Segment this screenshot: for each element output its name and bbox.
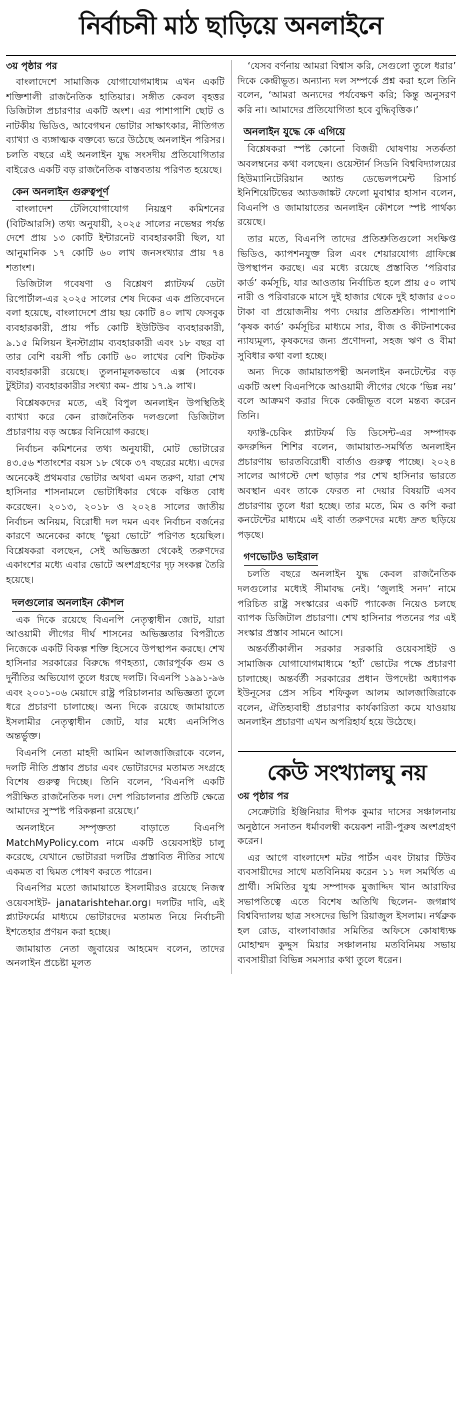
second-article-headline: কেউ সংখ্যালঘু নয় (238, 751, 457, 788)
subheading: অনলাইন যুদ্ধে কে এগিয়ে (244, 126, 346, 141)
paragraph: বাংলাদেশে সামাজিক যোগাযোগমাধ্যম এখন একটি শক্তিশালী রাজনৈতিক হাতিয়ার। সঙ্গীত কেবল বৃহত্তর ডিজিটাল প্রচারণার একটি অংশ। এর পাশাপাশি ছোট ও নাটকীয় ভিডিও, আবেগঘন ভোটার সাক্ষাৎকার, নীতিগত ব্যাখ্যা ও ব্যঙ্গাত্মক বক্তব্যে ভরে উঠেছে অনলাইন পরিসর। চলতি বছরে এই অনলাইন যুদ্ধ সংসদীয় প্রতিযোগিতার বাইরেও একটি বড় রাজনৈতিক বাস্তবতায় পরিণত হয়েছে। (6, 77, 225, 176)
paragraph: সেক্রেটারি ইঞ্জিনিয়ার দীপক কুমার দাসের সঞ্চালনায় অনুষ্ঠানে সনাতন ধর্মাবলম্বী কয়েকশ নারী-পুরুষ অংশগ্রহণ করেন। (237, 806, 456, 848)
paragraph: নির্বাচন কমিশনের তথ্য অনুযায়ী, মোট ভোটারের ৪৩.৫৬ শতাংশের বয়স ১৮ থেকে ৩৭ বছরের মধ্যে। এদের অনেকেই প্রথমবার ভোটার অথবা এমন তরুণ, যারা শেখ হাসিনার শাসনামলে ভোটাধিকার থেকে বঞ্চিত বোধ করেছেন। ২০১৩, ২০১৮ ও ২০২৪ সালের জাতীয় নির্বাচন অনিয়ম, বিরোধী দল দমন এবং নির্বাচন বর্জনের কারণে অনেকের কাছে ‘ভুয়া ভোটে’ পরিণত হয়েছিল। বিশ্লেষকরা বলছেন, সেই অভিজ্ঞতা থেকেই তরুণদের একাংশের মধ্যে এবার ভোটে অংশগ্রহণের দৃঢ় সংকল্প তৈরি হয়েছে। (6, 443, 225, 586)
paragraph: বিএনপি নেতা মাহদী আমিন আলজাজিরাকে বলেন, দলটি নীতি প্রস্তাব প্রচার এবং ভোটারদের মতামত সংগ্রহে বিশেষ গুরুত্ব দিচ্ছে। তিনি বলেন, ‘বিএনপি একটি পরীক্ষিত রাজনৈতিক দল। দেশ পরিচালনার প্রতিটি ক্ষেত্রে আমাদের সুস্পষ্ট পরিকল্পনা রয়েছে।’ (6, 747, 225, 818)
paragraph: বাংলাদেশ টেলিযোগাযোগ নিয়ন্ত্রণ কমিশনের (বিটিআরসি) তথ্য অনুযায়ী, ২০২৫ সালের নভেম্বর পর্যন্ত দেশে প্রায় ১৩ কোটি ইন্টারনেট ব্যবহারকারী ছিল, যা আনুমানিক ১৭ কোটি ৬০ লাখ জনসংখ্যার প্রায় ৭৪ শতাংশ। (6, 204, 225, 274)
paragraph: বিশ্লেষকদের মতে, এই বিপুল অনলাইন উপস্থিতিই ব্যাখ্যা করে কেন রাজনৈতিক দলগুলো ডিজিটাল প্রচারণায় বড় অঙ্কের বিনিয়োগ করছে। (6, 397, 225, 439)
paragraph: বিশ্লেষকরা স্পষ্ট কোনো বিজয়ী ঘোষণায় সতর্কতা অবলম্বনের কথা বলছেন। ওয়েস্টার্ন সিডনি বিশ্ববিদ্যালয়ের হিউম্যানিটেরিয়ান অ্যান্ড ডেভেলপমেন্ট রিসার্চ ইনিশিয়েটিভের অ্যাডজাঙ্কট ফেলো মুবাশ্বার হাসান বলেন, বিএনপি ও জামায়াতের অনলাইন কৌশলে স্পষ্ট পার্থক্য রয়েছে। (237, 144, 456, 229)
subheading: গণভোটও ভাইরাল (244, 551, 319, 566)
paragraph: ফ্যাক্ট-চেকিং প্ল্যাটফর্ম ডি ডিসেন্ট-এর সম্পাদক কদরুদ্দিন শিশির বলেন, জামায়াত-সমর্থিত অনলাইন প্রচারণায় ভারতবিরোধী বার্তাও গুরুত্ব পাচ্ছে। ২০২৪ সালের আগস্টে দেশ ছাড়ার পর শেখ হাসিনার ভারতে অবস্থান এবং তাকে ফেরত না দেয়ার বিষয়টি এসব প্রচারণায় তুলে ধরা হচ্ছে। তার মতে, মিম ও কপি করা কনটেন্টের মাধ্যমে এই বার্তা তরুণদের মধ্যে দ্রুত ছড়িয়ে পড়ছে। (237, 427, 456, 541)
paragraph: অনলাইনে সম্পৃক্ততা বাড়াতে বিএনপি MatchMyPolicy.com নামে একটি ওয়েবসাইট চালু করেছে, যেখানে ভোটাররা দলটির প্রস্তাবিত নীতির সাথে একমত বা দ্বিমত পোষণ করতে পারেন। (6, 822, 225, 878)
continuation-label: ৩য় পৃষ্ঠার পর (237, 790, 289, 802)
paragraph: অন্য দিকে জামায়াতপন্থী অনলাইন কনটেন্টের বড় একটি অংশ বিএনপিকে আওয়ামী লীগের থেকে ‘ভিন্ন নয়’ বলে আক্রমণ করার দিকে কেন্দ্রীভূত বলে মন্তব্য করেন তিনি। (237, 367, 456, 423)
subheading: দলগুলোর অনলাইন কৌশল (12, 597, 124, 612)
paragraph: অন্তর্বর্তীকালীন সরকার সরকারি ওয়েবসাইট ও সামাজিক যোগাযোগমাধ্যমে ‘হ্যাঁ’ ভোটের পক্ষে প্রচারণা চালাচ্ছে। অন্তর্বর্তী সরকারের প্রধান উপদেষ্টা অধ্যাপক ইউনূসের প্রেস সচিব শফিকুল আলম আলজাজিরাকে বলেন, ঐতিহ্যবাহী প্রচারণার কার্যকারিতা কমে যাওয়ায় অনলাইন প্রচারণা এখন অপরিহার্য হয়ে উঠেছে। (237, 644, 456, 729)
paragraph: বিএনপির মতো জামায়াতে ইসলামীরও রয়েছে নিজস্ব ওয়েবসাইট- janatarishtehar.org। দলটির দাবি, এই প্ল্যাটফর্মের মাধ্যমে ভোটারদের মতামত নিয়ে নির্বাচনী ইশতেহার প্রণয়ন করা হচ্ছে। (6, 883, 225, 939)
paragraph: ‘যেসব বর্ণনায় আমরা বিশ্বাস করি, সেগুলো তুলে ধরার’ দিকে কেন্দ্রীভূত। অন্যান্য দল সম্পর্কে প্রশ্ন করা হলে তিনি বলেন, ‘আমরা অন্যদের পর্যবেক্ষণ করি; কিন্তু অনুসরণ করি না। আমাদের প্রতিযোগিতা হবে বুদ্ধিবৃত্তিক।’ (237, 61, 456, 116)
left-column (6, 60, 225, 974)
right-column (231, 60, 457, 974)
paragraph: এক দিকে রয়েছে বিএনপি নেতৃত্বাধীন জোট, যারা আওয়ামী লীগের দীর্ঘ শাসনের অভিজ্ঞতার বিপরীতে নিজেকে একটি বিকল্প শক্তি হিসেবে উপস্থাপন করছে। শেখ হাসিনার সরকারের বিরুদ্ধে গণহত্যা, জোরপূর্বক গুম ও দুর্নীতির অভিযোগ তুলে ধরছে দলটি। বিএনপি ১৯৯১-৯৬ এবং ২০০১-০৬ মেয়াদে রাষ্ট্র পরিচালনার অভিজ্ঞতা তুলে ধরে প্রচারণা চালাচ্ছে। অন্য দিকে রয়েছে জামায়াতে ইসলামীর নেতৃত্বাধীন জোট, যার মধ্যে এনসিপিও অন্তর্ভুক্ত। (6, 614, 225, 743)
subheading: কেন অনলাইন গুরুত্বপূর্ণ (12, 186, 109, 201)
paragraph: এর আগে বাংলাদেশ মটর পার্টস এবং টায়ার টিউব ব্যবসায়ীদের সাথে মতবিনিময় করেন ১১ দল সমর্থিত এ প্রার্থী। সমিতির যুগ্ম সম্পাদক মুজাদ্দিদ খান আরাফির সভাপতিত্বে এতে বিশেষ অতিথি ছিলেন- জগন্নাথ বিশ্ববিদ্যালয় ছাত্র সংসদের ভিপি রিয়াজুল ইসলাম। নর্থব্রুক হল রোড, বাংলাবাজার সমিতির অফিসে কোষাধ্যক্ষ মোহাম্মদ কুদ্দুস মিয়ার সঞ্চালনায় মতবিনিময় সভায় ব্যবসায়ীরা বিভিন্ন সমস্যার কথা তুলে ধরেন। (237, 852, 456, 966)
paragraph: জামায়াত নেতা জুবায়ের আহমেদ বলেন, তাদের অনলাইন প্রচেষ্টা মূলত (6, 943, 225, 970)
paragraph: তার মতে, বিএনপি তাদের প্রতিশ্রুতিগুলো সংক্ষিপ্ত ভিডিও, ক্যাপশনযুক্ত রিল এবং শেয়ারযোগ্য গ্রাফিক্সে উপস্থাপন করছে। এর মধ্যে রয়েছে প্রস্তাবিত ‘পরিবার কার্ড’ কর্মসূচি, যার আওতায় নির্বাচিত হলে প্রায় ৫০ লাখ নারী ও পরিবারকে মাসে দুই হাজার থেকে দুই হাজার ৫০০ টাকা বা প্রয়োজনীয় পণ্য দেয়ার প্রতিশ্রুতি। পাশাপাশি ‘কৃষক কার্ড’ কর্মসূচির মাধ্যমে সার, বীজ ও কীটনাশকের ন্যায্যমূল্য, কৃষকদের জন্য প্রণোদনা, সহজ ঋণ ও বীমা সুবিধার কথা বলা হচ্ছে। (237, 233, 456, 362)
paragraph: চলতি বছরে অনলাইন যুদ্ধ কেবল রাজনৈতিক দলগুলোর মধ্যেই সীমাবদ্ধ নেই। ‘জুলাই সনদ’ নামে পরিচিত রাষ্ট্র সংস্কারের একটি প্যাকেজ নিয়েও চলছে ব্যাপক ডিজিটাল প্রচারণা। শেখ হাসিনার পতনের পর এই সংস্কার প্রস্তাব সামনে আসে। (237, 569, 456, 639)
page-headline: নির্বাচনী মাঠ ছাড়িয়ে অনলাইনে (6, 0, 456, 56)
continuation-label: ৩য় পৃষ্ঠার পর (6, 61, 58, 72)
paragraph: ডিজিটাল গবেষণা ও বিশ্লেষণ প্ল্যাটফর্ম ডেটা রিপোর্টাল-এর ২০২৫ সালের শেষ দিকের এক প্রতিবেদনে বলা হয়েছে, বাংলাদেশে প্রায় ছয় কোটি ৪০ লাখ ফেসবুক ব্যবহারকারী, প্রায় পাঁচ কোটি ইউটিউব ব্যবহারকারী, ৯.১৫ মিলিয়ন ইনস্টাগ্রাম ব্যবহারকারী এবং ১৮ বছর বা তার বেশি বয়সী পাঁচ কোটি ৬০ লাখের বেশি টিকটক ব্যবহারকারী রয়েছে। তুলনামূলকভাবে এক্স (সাবেক টুইটার) ব্যবহারকারীর সংখ্যা কম- প্রায় ১৭.৯ লাখ। (6, 279, 225, 393)
article-columns (6, 60, 456, 974)
